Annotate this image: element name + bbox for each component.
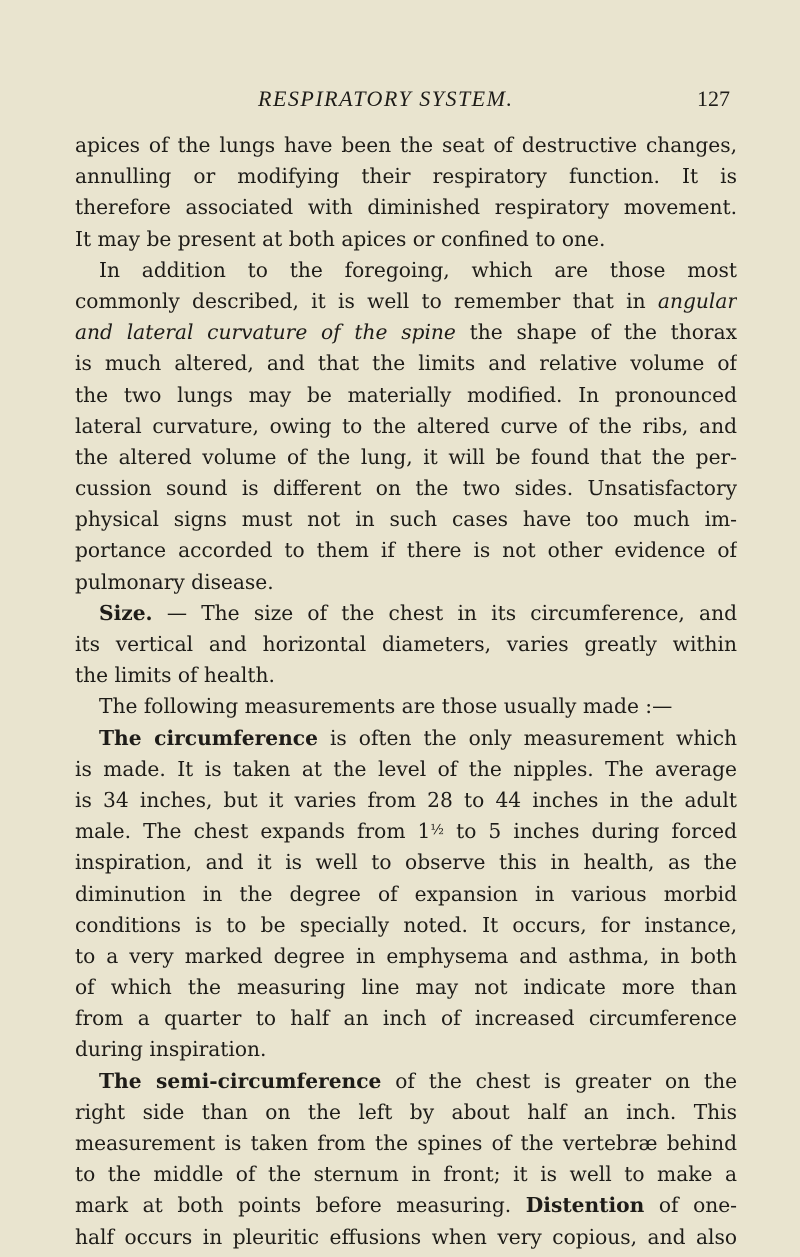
line-text: from a quarter to half an inch of increased circumference xyxy=(75,1006,737,1031)
line-text: mark at both points before measuring. xyxy=(75,1193,512,1218)
text-line xyxy=(75,130,737,161)
text-line xyxy=(75,286,737,317)
line-text: is 34 inches, but it varies from 28 to 44 inches in the adult xyxy=(75,787,737,812)
line-text: inspiration, and it is well to observe this in health, as the xyxy=(75,850,737,875)
text-line xyxy=(75,816,737,847)
line-text: diminution in the degree of expansion in various morbid xyxy=(75,881,737,906)
text-line xyxy=(75,660,737,691)
text-line xyxy=(75,1222,737,1253)
text-line xyxy=(75,941,737,972)
text-line xyxy=(75,1003,737,1034)
line-text: the limits of health. xyxy=(75,663,275,688)
line-text: commonly described, it is well to remember that in xyxy=(75,288,646,313)
italic-term: and lateral curvature of the spine xyxy=(75,320,456,345)
text-line xyxy=(75,847,737,878)
line-text: of which the measuring line may not indicate more than xyxy=(75,975,737,1000)
text-line xyxy=(75,754,737,785)
line-text: the two lungs may be materially modified. In pronounced xyxy=(75,382,737,407)
running-title: RESPIRATORY SYSTEM. xyxy=(258,86,514,111)
text-line xyxy=(75,317,737,348)
text-line xyxy=(75,691,737,722)
bold-term: The semi-circumference xyxy=(99,1068,382,1093)
line-text: portance accorded to them if there is not other evidence of xyxy=(75,538,737,563)
text-line xyxy=(75,1190,737,1221)
text-line xyxy=(75,1128,737,1159)
text-line xyxy=(75,380,737,411)
line-text: In addition to the foregoing, which are those most xyxy=(99,257,737,282)
line-text: to 5 inches during forced xyxy=(456,819,737,844)
text-line xyxy=(75,348,737,379)
line-text: The following measurements are those usually made :— xyxy=(99,694,673,719)
text-line xyxy=(75,1034,737,1065)
bold-term: Size. xyxy=(99,600,153,625)
line-text: cussion sound is different on the two sides. Unsatisfactory xyxy=(75,476,737,501)
fraction: ½ xyxy=(430,822,444,839)
text-line xyxy=(75,473,737,504)
text-line xyxy=(75,723,737,754)
line-text: therefore associated with diminished respiratory movement. xyxy=(75,195,737,220)
text-line xyxy=(75,442,737,473)
text-line xyxy=(75,161,737,192)
line-text: to the middle of the sternum in front; it is well to make a xyxy=(75,1162,737,1187)
line-text: apices of the lungs have been the seat of destructive changes, xyxy=(75,133,737,157)
text-line xyxy=(75,1159,737,1190)
italic-term: angular xyxy=(657,288,737,313)
line-text: — The size of the chest in its circumference, and xyxy=(166,600,737,625)
line-text: is made. It is taken at the level of the nipples. The average xyxy=(75,756,737,781)
line-text: half occurs in pleuritic effusions when very copious, and also xyxy=(75,1224,737,1249)
line-text: is often the only measurement which xyxy=(329,725,737,750)
text-line xyxy=(75,504,737,535)
page-number: 127 xyxy=(697,86,730,111)
text-line xyxy=(75,629,737,660)
line-text: the shape of the thorax xyxy=(469,320,737,345)
line-text: lateral curvature, owing to the altered curve of the ribs, and xyxy=(75,413,737,438)
line-text: is much altered, and that the limits and relative volume of xyxy=(75,351,737,376)
text-line xyxy=(75,255,737,286)
line-text: pulmonary disease. xyxy=(75,569,274,594)
text-line xyxy=(75,598,737,629)
text-line xyxy=(75,785,737,816)
text-line xyxy=(75,1066,737,1097)
line-text: physical signs must not in such cases have too much im- xyxy=(75,507,737,532)
text-line xyxy=(75,567,737,598)
line-text: It may be present at both apices or confined to one. xyxy=(75,226,606,251)
text-line xyxy=(75,411,737,442)
line-text: measurement is taken from the spines of the vertebræ behind xyxy=(75,1131,737,1155)
line-text: of the chest is greater on the xyxy=(395,1068,737,1093)
text-line xyxy=(75,1097,737,1128)
line-text: conditions is to be specially noted. It occurs, for instance, xyxy=(75,912,737,937)
line-text: during inspiration. xyxy=(75,1037,267,1062)
line-text: of one- xyxy=(658,1193,737,1218)
text-line xyxy=(75,910,737,941)
text-line xyxy=(75,972,737,1003)
body-text xyxy=(75,130,737,1253)
text-line xyxy=(75,224,737,255)
line-text: right side than on the left by about half an inch. This xyxy=(75,1099,737,1124)
text-line xyxy=(75,192,737,223)
line-text: to a very marked degree in emphysema and asthma, in both xyxy=(75,943,737,968)
text-line xyxy=(75,879,737,910)
line-text: the altered volume of the lung, it will be found that the per- xyxy=(75,444,737,469)
page-header xyxy=(0,86,800,122)
line-text: male. The chest expands from 1 xyxy=(75,819,431,844)
text-line xyxy=(75,535,737,566)
bold-term: Distention xyxy=(525,1193,645,1218)
line-text: its vertical and horizontal diameters, varies greatly within xyxy=(75,632,737,656)
bold-term: The circumference xyxy=(99,725,318,750)
line-text: annulling or modifying their respiratory function. It is xyxy=(75,164,737,189)
